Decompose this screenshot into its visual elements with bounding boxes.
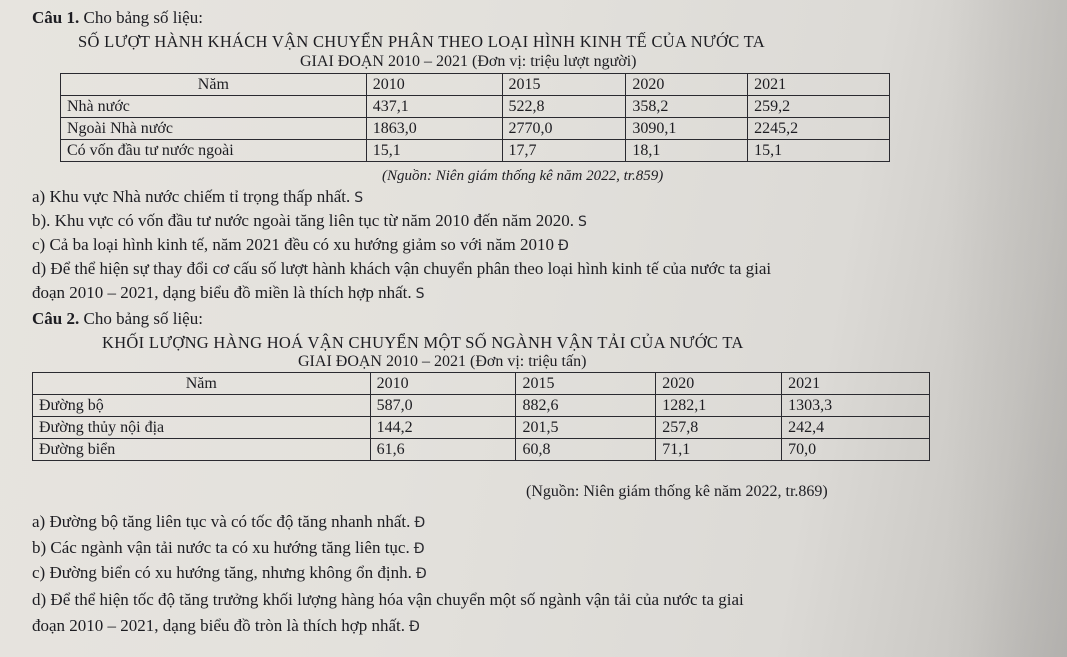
header-cell: 2010	[366, 74, 502, 96]
statement-text: d) Để thể hiện sự thay đổi cơ cấu số lượt hành khách vận chuyển phân theo loại hình kinh tế của nước ta giai	[32, 259, 772, 278]
q1-statement-d	[32, 259, 771, 279]
handwritten-mark: Đ	[413, 541, 425, 557]
row-label: Đường bộ	[33, 395, 371, 417]
statement-text: c) Đường biển có xu hướng tăng, nhưng không ổn định.	[32, 563, 412, 582]
table-cell: 201,5	[516, 417, 656, 439]
table-cell: 257,8	[656, 417, 782, 439]
page-edge-shadow	[947, 0, 1067, 657]
table-cell: 522,8	[502, 96, 626, 118]
table-row	[61, 118, 890, 140]
row-label: Nhà nước	[61, 96, 367, 118]
table-cell: 259,2	[748, 96, 890, 118]
table-cell: 1303,3	[782, 395, 930, 417]
statement-text: c) Cả ba loại hình kinh tế, năm 2021 đều có xu hướng giảm so với năm 2010	[32, 235, 554, 254]
table-cell: 61,6	[370, 439, 516, 461]
statement-text: đoạn 2010 – 2021, dạng biểu đồ miền là thích hợp nhất.	[32, 283, 412, 302]
table-cell: 17,7	[502, 140, 626, 162]
table-row	[33, 417, 930, 439]
header-cell: 2015	[516, 373, 656, 395]
header-cell: 2015	[502, 74, 626, 96]
table-cell: 242,4	[782, 417, 930, 439]
q2-heading	[32, 309, 203, 329]
row-label: Ngoài Nhà nước	[61, 118, 367, 140]
statement-text: a) Khu vực Nhà nước chiếm tỉ trọng thấp nhất.	[32, 187, 351, 206]
row-label: Đường biển	[33, 439, 371, 461]
table-row	[33, 395, 930, 417]
q2-statement-b	[32, 538, 425, 559]
handwritten-mark: Đ	[415, 566, 427, 582]
table-cell: 358,2	[626, 96, 748, 118]
q1-intro: Cho bảng số liệu:	[79, 8, 203, 27]
table-cell: 882,6	[516, 395, 656, 417]
table-cell: 587,0	[370, 395, 516, 417]
table-cell: 60,8	[516, 439, 656, 461]
handwritten-mark: Đ	[414, 515, 426, 531]
header-cell: Năm	[61, 74, 367, 96]
q1-heading	[32, 8, 203, 28]
table-row	[33, 439, 930, 461]
q1-table-subtitle: GIAI ĐOẠN 2010 – 2021 (Đơn vị: triệu lượt người)	[300, 53, 637, 70]
table-cell: 1282,1	[656, 395, 782, 417]
q2-data-table	[32, 372, 930, 461]
header-cell: Năm	[33, 373, 371, 395]
q2-statement-c	[32, 563, 427, 584]
handwritten-mark: S	[578, 214, 587, 230]
table-cell: 15,1	[748, 140, 890, 162]
row-label: Có vốn đầu tư nước ngoài	[61, 140, 367, 162]
statement-text: b). Khu vực có vốn đầu tư nước ngoài tăng liên tục từ năm 2010 đến năm 2020.	[32, 211, 575, 230]
q2-table-subtitle: GIAI ĐOẠN 2010 – 2021 (Đơn vị: triệu tấn)	[298, 353, 587, 370]
table-row	[61, 140, 890, 162]
q2-number: Câu 2.	[32, 309, 80, 328]
handwritten-mark: Đ	[409, 619, 420, 635]
statement-text: a) Đường bộ tăng liên tục và có tốc độ tăng nhanh nhất.	[32, 512, 411, 531]
q2-statement-d-cont	[32, 616, 420, 637]
q1-statement-a	[32, 187, 363, 208]
table-cell: 18,1	[626, 140, 748, 162]
statement-text: đoạn 2010 – 2021, dạng biểu đồ tròn là thích hợp nhất.	[32, 616, 406, 635]
statement-text: d) Để thể hiện tốc độ tăng trưởng khối lượng hàng hóa vận chuyển một số ngành vận tải của nước ta giai	[32, 590, 744, 609]
handwritten-mark: S	[415, 286, 425, 302]
table-cell: 2245,2	[748, 118, 890, 140]
q1-data-table	[60, 73, 890, 162]
table-cell: 71,1	[656, 439, 782, 461]
q2-table-title: KHỐI LƯỢNG HÀNG HOÁ VẬN CHUYỂN MỘT SỐ NGÀNH VẬN TẢI CỦA NƯỚC TA	[102, 333, 744, 352]
header-cell: 2020	[656, 373, 782, 395]
handwritten-mark: S	[354, 190, 364, 206]
table-cell: 3090,1	[626, 118, 748, 140]
q1-source: (Nguồn: Niên giám thống kê năm 2022, tr.859)	[382, 168, 664, 184]
header-cell: 2020	[626, 74, 748, 96]
statement-text: b) Các ngành vận tải nước ta có xu hướng tăng liên tục.	[32, 538, 410, 557]
q2-statement-a	[32, 512, 425, 533]
table-cell: 2770,0	[502, 118, 626, 140]
handwritten-mark: Đ	[558, 238, 569, 254]
table-cell: 144,2	[370, 417, 516, 439]
q2-source: (Nguồn: Niên giám thống kê năm 2022, tr.869)	[526, 483, 828, 500]
table-cell: 437,1	[366, 96, 502, 118]
header-cell: 2021	[782, 373, 930, 395]
table-cell: 15,1	[366, 140, 502, 162]
q1-statement-b	[32, 211, 587, 232]
header-cell: 2021	[748, 74, 890, 96]
q1-number: Câu 1.	[32, 8, 80, 27]
table-cell: 70,0	[782, 439, 930, 461]
q2-intro: Cho bảng số liệu:	[79, 309, 203, 328]
q1-table-title: SỐ LƯỢT HÀNH KHÁCH VẬN CHUYỂN PHÂN THEO LOẠI HÌNH KINH TẾ CỦA NƯỚC TA	[78, 32, 765, 51]
q1-statement-c	[32, 235, 569, 256]
table-row	[61, 96, 890, 118]
table-header-row	[33, 373, 930, 395]
row-label: Đường thủy nội địa	[33, 417, 371, 439]
table-cell: 1863,0	[366, 118, 502, 140]
header-cell: 2010	[370, 373, 516, 395]
table-header-row	[61, 74, 890, 96]
q1-statement-d-cont	[32, 283, 425, 304]
q2-statement-d	[32, 590, 744, 610]
